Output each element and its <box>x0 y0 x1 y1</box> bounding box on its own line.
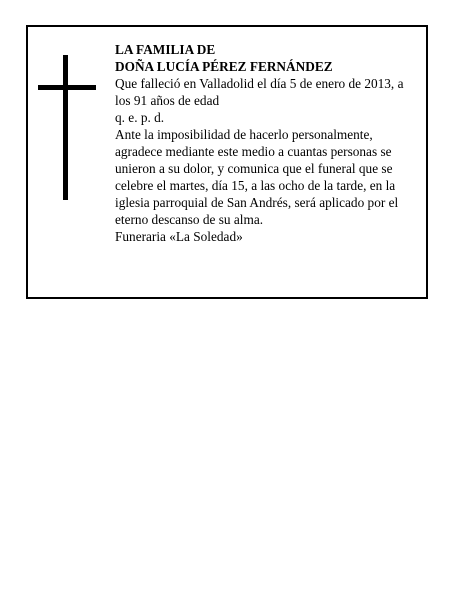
funeral-home: Funeraria «La Soledad» <box>115 229 243 244</box>
qepd-text: q. e. p. d. <box>115 110 165 125</box>
funeral-message: Ante la imposibilidad de hacerlo personalmente, agradece mediante este medio a cuantas personas se unieron a su dolor, y comunica que el funeral que se celebre el martes, día 15, a las ocho de la tarde, en la iglesia parroquial de San Andrés, será aplicado por el eterno descanso de su alma. <box>115 127 399 227</box>
notice-text <box>115 41 415 245</box>
heading-family: LA FAMILIA DE <box>115 42 216 57</box>
passing-statement: Que falleció en Valladolid el día 5 de enero de 2013, a los 91 años de edad <box>115 76 404 108</box>
cross-vertical-bar <box>63 55 68 200</box>
cross-icon <box>38 55 98 201</box>
cross-horizontal-bar <box>38 85 96 90</box>
obituary-notice <box>26 25 428 299</box>
heading-deceased-name: DOÑA LUCÍA PÉREZ FERNÁNDEZ <box>115 59 333 74</box>
